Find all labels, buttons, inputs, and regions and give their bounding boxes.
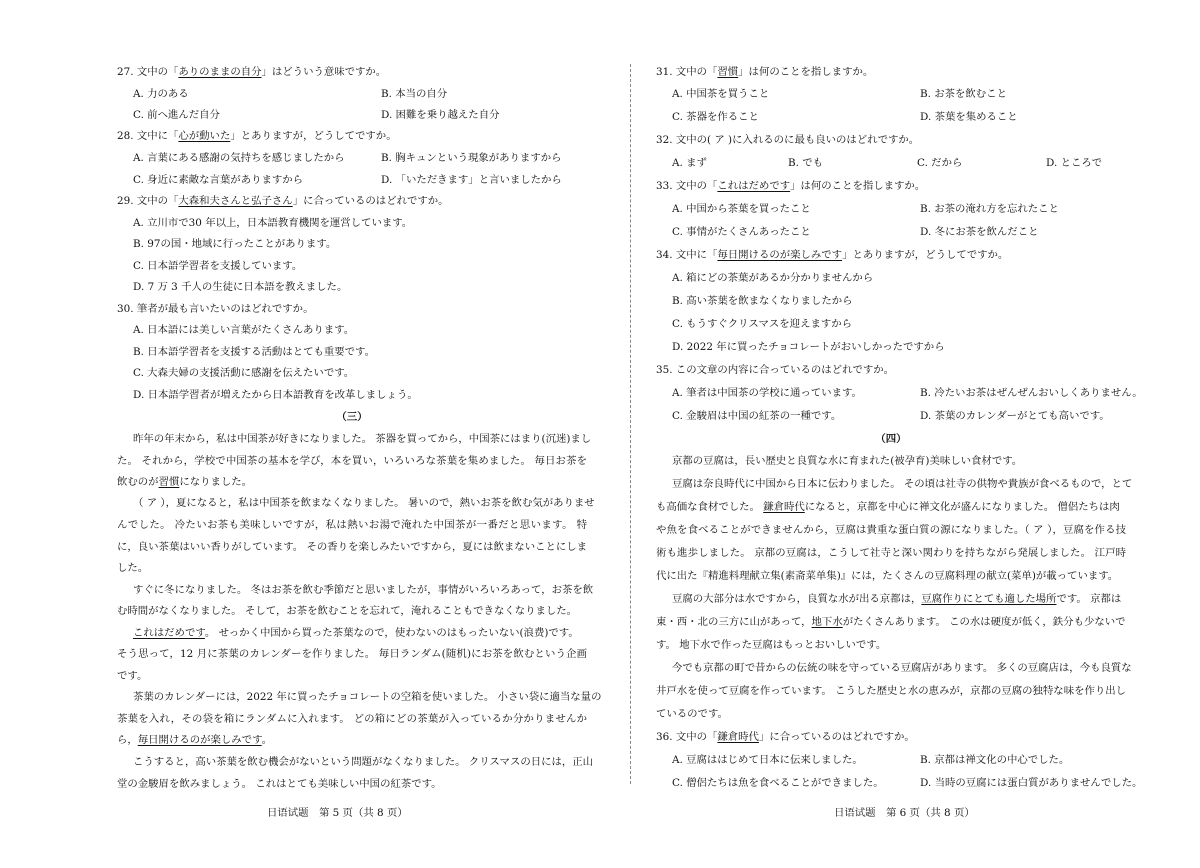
option-d[interactable]: D. 日本語学習者が増えたから日本語教育を改革しましょう。 xyxy=(133,389,418,401)
option-d[interactable]: D. 茶葉を集めること xyxy=(920,111,1018,123)
option-c[interactable]: C. 事情がたくさんあったこと xyxy=(672,226,811,238)
passage-line: 今でも京都の町で昔からの伝統の味を守っている豆腐店があります。 多くの豆腐店は，今も良質な xyxy=(672,662,1132,674)
option-a[interactable]: A. 中国から茶葉を買ったこと xyxy=(672,203,811,215)
underlined-phrase: 地下水 xyxy=(811,616,843,628)
underlined-phrase: 毎日開けるのが楽しみです xyxy=(717,249,843,261)
q33-options-row1 xyxy=(672,202,1126,216)
passage-line: た。 それから，学校で中国茶の基本を学び，本を買い，いろいろな茶葉を集めました。 毎日お茶を xyxy=(117,455,587,467)
passage-line: そう思って，12 月に茶葉のカレンダーを作りました。 毎日ランダム(随机)にお茶を飲むという企画 xyxy=(117,648,587,660)
passage-line: む時間がなくなりました。 そして，お茶を飲むことを忘れて，淹れることもできなくなりました。 xyxy=(117,605,578,617)
option-a[interactable]: A. 力のある xyxy=(133,88,189,100)
option-c[interactable]: C. 前へ進んだ自分 xyxy=(133,109,220,121)
option-b[interactable]: B. お茶の淹れ方を忘れたこと xyxy=(920,203,1059,215)
option-d[interactable]: D. 2022 年に買ったチョコレートがおいしかったですから xyxy=(672,341,945,353)
q27-options-row1 xyxy=(133,87,587,101)
option-c[interactable]: C. 大森夫婦の支援活動に感謝を伝えたいです。 xyxy=(133,367,355,379)
question-30: 30. 筆者が最も言いたいのはどれですか。 xyxy=(117,303,314,315)
q35-options-row2 xyxy=(672,409,1126,423)
passage-line: 代に出た『精進料理献立集(素斋菜单集)』には，たくさんの豆腐料理の献立(菜单)が載っています。 xyxy=(656,570,1119,582)
underlined-phrase: 大森和夫さんと弘子さん xyxy=(178,195,293,207)
underlined-phrase: 毎日開けるのが楽しみです xyxy=(137,734,262,746)
q35-options-row1 xyxy=(672,386,1143,400)
passage-line: ているのです。 xyxy=(656,708,728,720)
question-28: 28. 文中に「心が動いた」とありますが，どうしてですか。 xyxy=(117,130,397,142)
section-heading-4: （四） xyxy=(875,433,907,445)
question-27: 27. 文中の「ありのままの自分」はどういう意味ですか。 xyxy=(117,66,387,78)
option-a[interactable]: A. 豆腐ははじめて日本に伝来しました。 xyxy=(672,754,863,766)
option-a[interactable]: A. 立川市で30 年以上，日本語教育機関を運営しています。 xyxy=(133,217,413,229)
passage-line: （ ア ），夏になると，私は中国茶を飲まなくなりました。 暑いので，熱いお茶を飲む気がありませ xyxy=(133,497,595,509)
passage-line: 井戸水を使って豆腐を作っています。 こうした歴史と水の恵みが，京都の豆腐の独特な味を作り出し xyxy=(656,685,1127,697)
option-b[interactable]: B. 高い茶葉を飲まなくなりましたから xyxy=(672,295,853,307)
underlined-phrase: 豆腐作りにとても適した場所 xyxy=(921,593,1057,605)
option-b[interactable]: B. 本当の自分 xyxy=(381,88,448,100)
option-c[interactable]: C. 身近に素敵な言葉がありますから xyxy=(133,174,304,186)
passage-line: や魚を食べることができませんから，豆腐は貴重な蛋白質の源になりました。（ ア ），豆腐を作る技 xyxy=(656,524,1126,536)
underlined-phrase: これはだめです xyxy=(133,627,205,639)
passage-line: 東・西・北の三方に山があって，地下水がたくさんあります。 この水は硬度が低く，鉄分も少ないで xyxy=(656,616,1126,628)
option-a[interactable]: A. 言葉にある感謝の気持ちを感じましたから xyxy=(133,152,345,164)
q33-options-row2 xyxy=(672,225,1126,239)
underlined-phrase: 習慣 xyxy=(158,476,180,488)
page-divider xyxy=(630,64,631,784)
question-32: 32. 文中の( ア )に入れるのに最も良いのはどれですか。 xyxy=(656,134,920,146)
option-c[interactable]: C. だから xyxy=(917,157,963,169)
option-b[interactable]: B. 京都は禅文化の中心でした。 xyxy=(920,754,1070,766)
q31-options-row2 xyxy=(672,110,1126,124)
section-heading-3: （三） xyxy=(336,411,368,423)
passage-line: 京都の豆腐は，長い歴史と良質な水に育まれた(被孕育)美味しい食材です。 xyxy=(672,455,1023,467)
question-33: 33. 文中の「これはだめです」は何のことを指しますか。 xyxy=(656,180,926,192)
passage-line: 豆腐の大部分は水ですから，良質な水が出る京都は，豆腐作りにとても適した場所です。 京都は xyxy=(672,593,1122,605)
underlined-phrase: 心が動いた xyxy=(178,130,231,142)
q27-options-row2 xyxy=(133,108,587,122)
option-b[interactable]: B. 97の国・地域に行ったことがあります。 xyxy=(133,238,337,250)
underlined-phrase: 鎌倉時代 xyxy=(717,731,759,743)
passage-line: 茶葉を入れ，その袋を箱にランダムに入れます。 どの箱にどの茶葉が入っているか分かりませんか xyxy=(117,713,587,725)
question-36: 36. 文中の「鎌倉時代」に合っているのはどれですか。 xyxy=(656,731,915,743)
option-d[interactable]: D. 茶葉のカレンダーがとても高いです。 xyxy=(920,410,1110,422)
question-34: 34. 文中に「毎日開けるのが楽しみです」とありますが，どうしてですか。 xyxy=(656,249,1009,261)
q32-options xyxy=(672,156,1126,170)
option-c[interactable]: C. もうすぐクリスマスを迎えますから xyxy=(672,318,853,330)
page-footer: 日语试题 第 6 页（共 8 页） xyxy=(834,807,975,819)
q36-options-row1 xyxy=(672,753,1126,767)
option-a[interactable]: A. 中国茶を買うこと xyxy=(672,88,770,100)
option-d[interactable]: D. 7 万 3 千人の生徒に日本語を教えました。 xyxy=(133,281,348,293)
option-a[interactable]: A. 日本語には美しい言葉がたくさんあります。 xyxy=(133,324,355,336)
question-29: 29. 文中の「大森和夫さんと弘子さん」に合っているのはどれですか。 xyxy=(117,195,449,207)
passage-line: した。 xyxy=(117,562,149,574)
passage-line: これはだめです。 せっかく中国から買った茶葉なので，使わないのはもったいない(浪费)です。 xyxy=(133,627,579,639)
option-b[interactable]: B. 日本語学習者を支援する活動はとても重要です。 xyxy=(133,346,376,358)
underlined-phrase: これはだめです xyxy=(717,180,791,192)
question-35: 35. この文章の内容に合っているのはどれですか。 xyxy=(656,364,895,376)
option-a[interactable]: A. 箱にどの茶葉があるか分かりませんから xyxy=(672,272,874,284)
option-b[interactable]: B. 冷たいお茶はぜんぜんおいしくありません。 xyxy=(920,387,1143,399)
option-b[interactable]: B. お茶を飲むこと xyxy=(920,88,1007,100)
q28-options-row1 xyxy=(133,151,587,165)
passage-line: ら，毎日開けるのが楽しみです。 xyxy=(117,734,273,746)
passage-line: 茶葉のカレンダーには，2022 年に買ったチョコレートの空箱を使いました。 小さい袋に適当な量の xyxy=(133,691,602,703)
underlined-phrase: 鎌倉時代 xyxy=(763,501,805,513)
option-a[interactable]: A. まず xyxy=(672,157,707,169)
underlined-phrase: ありのままの自分 xyxy=(178,66,262,78)
option-c[interactable]: C. 茶器を作ること xyxy=(672,111,759,123)
passage-line: す。 地下水で作った豆腐はもっとおいしいです。 xyxy=(656,639,887,651)
passage-line: んでした。 冷たいお茶も美味しいですが，私は熱いお湯で淹れた中国茶が一番だと思います。 特 xyxy=(117,519,587,531)
passage-line: 昨年の年末から，私は中国茶が好きになりました。 茶器を買ってから，中国茶にはまり(沉迷)まし xyxy=(133,433,592,445)
passage-line: 術も進歩しました。 京都の豆腐は，こうして社寺と深い関わりを持ちながら発展しました。 江戸時 xyxy=(656,547,1126,559)
option-d[interactable]: D. 冬にお茶を飲んだこと xyxy=(920,226,1039,238)
option-d[interactable]: D. 「いただきます」と言いましたから xyxy=(381,174,562,186)
option-c[interactable]: C. 日本語学習者を支援しています。 xyxy=(133,260,303,272)
passage-line: です。 xyxy=(117,670,148,682)
passage-line: 堂の金駿眉を飲みましょう。 これはとても美味しい中国の紅茶です。 xyxy=(117,778,442,790)
passage-line: すぐに冬になりました。 冬はお茶を飲む季節だと思いましたが，事情がいろいろあって，お茶を飲 xyxy=(133,584,594,596)
underlined-phrase: 習慣 xyxy=(717,66,739,78)
q31-options-row1 xyxy=(672,87,1126,101)
q36-options-row2 xyxy=(672,776,1143,790)
passage-line: も高価な食材でした。 鎌倉時代になると，京都を中心に禅文化が盛んになりました。 僧侶たちは肉 xyxy=(656,501,1120,513)
question-31: 31. 文中の「習慣」は何のことを指しますか。 xyxy=(656,66,874,78)
passage-line: こうすると，高い茶葉を飲む機会がないという問題がなくなりました。 クリスマスの日には，正山 xyxy=(133,756,594,768)
option-a[interactable]: A. 筆者は中国茶の学校に通っています。 xyxy=(672,387,862,399)
passage-line: 飲むのが習慣になりました。 xyxy=(117,476,253,488)
option-c[interactable]: C. 金駿眉は中国の紅茶の一種です。 xyxy=(672,410,842,422)
option-d[interactable]: D. 困難を乗り越えた自分 xyxy=(381,109,500,121)
option-b[interactable]: B. でも xyxy=(788,157,824,169)
option-d[interactable]: D. ところで xyxy=(1046,157,1103,169)
option-d[interactable]: D. 当時の豆腐には蛋白質がありませんでした。 xyxy=(920,777,1143,789)
passage-line: に，良い茶葉はいい香りがしています。 その香りを楽しみたいですから，夏には飲まないことにしま xyxy=(117,541,588,553)
option-b[interactable]: B. 胸キュンという現象がありますから xyxy=(381,152,562,164)
page-footer: 日语试题 第 5 页（共 8 页） xyxy=(267,807,408,819)
q28-options-row2 xyxy=(133,173,587,187)
passage-line: 豆腐は奈良時代に中国から日本に伝わりました。 その頃は社寺の供物や貴族が食べるもので，とて xyxy=(672,478,1133,490)
option-c[interactable]: C. 僧侶たちは魚を食べることができました。 xyxy=(672,777,884,789)
